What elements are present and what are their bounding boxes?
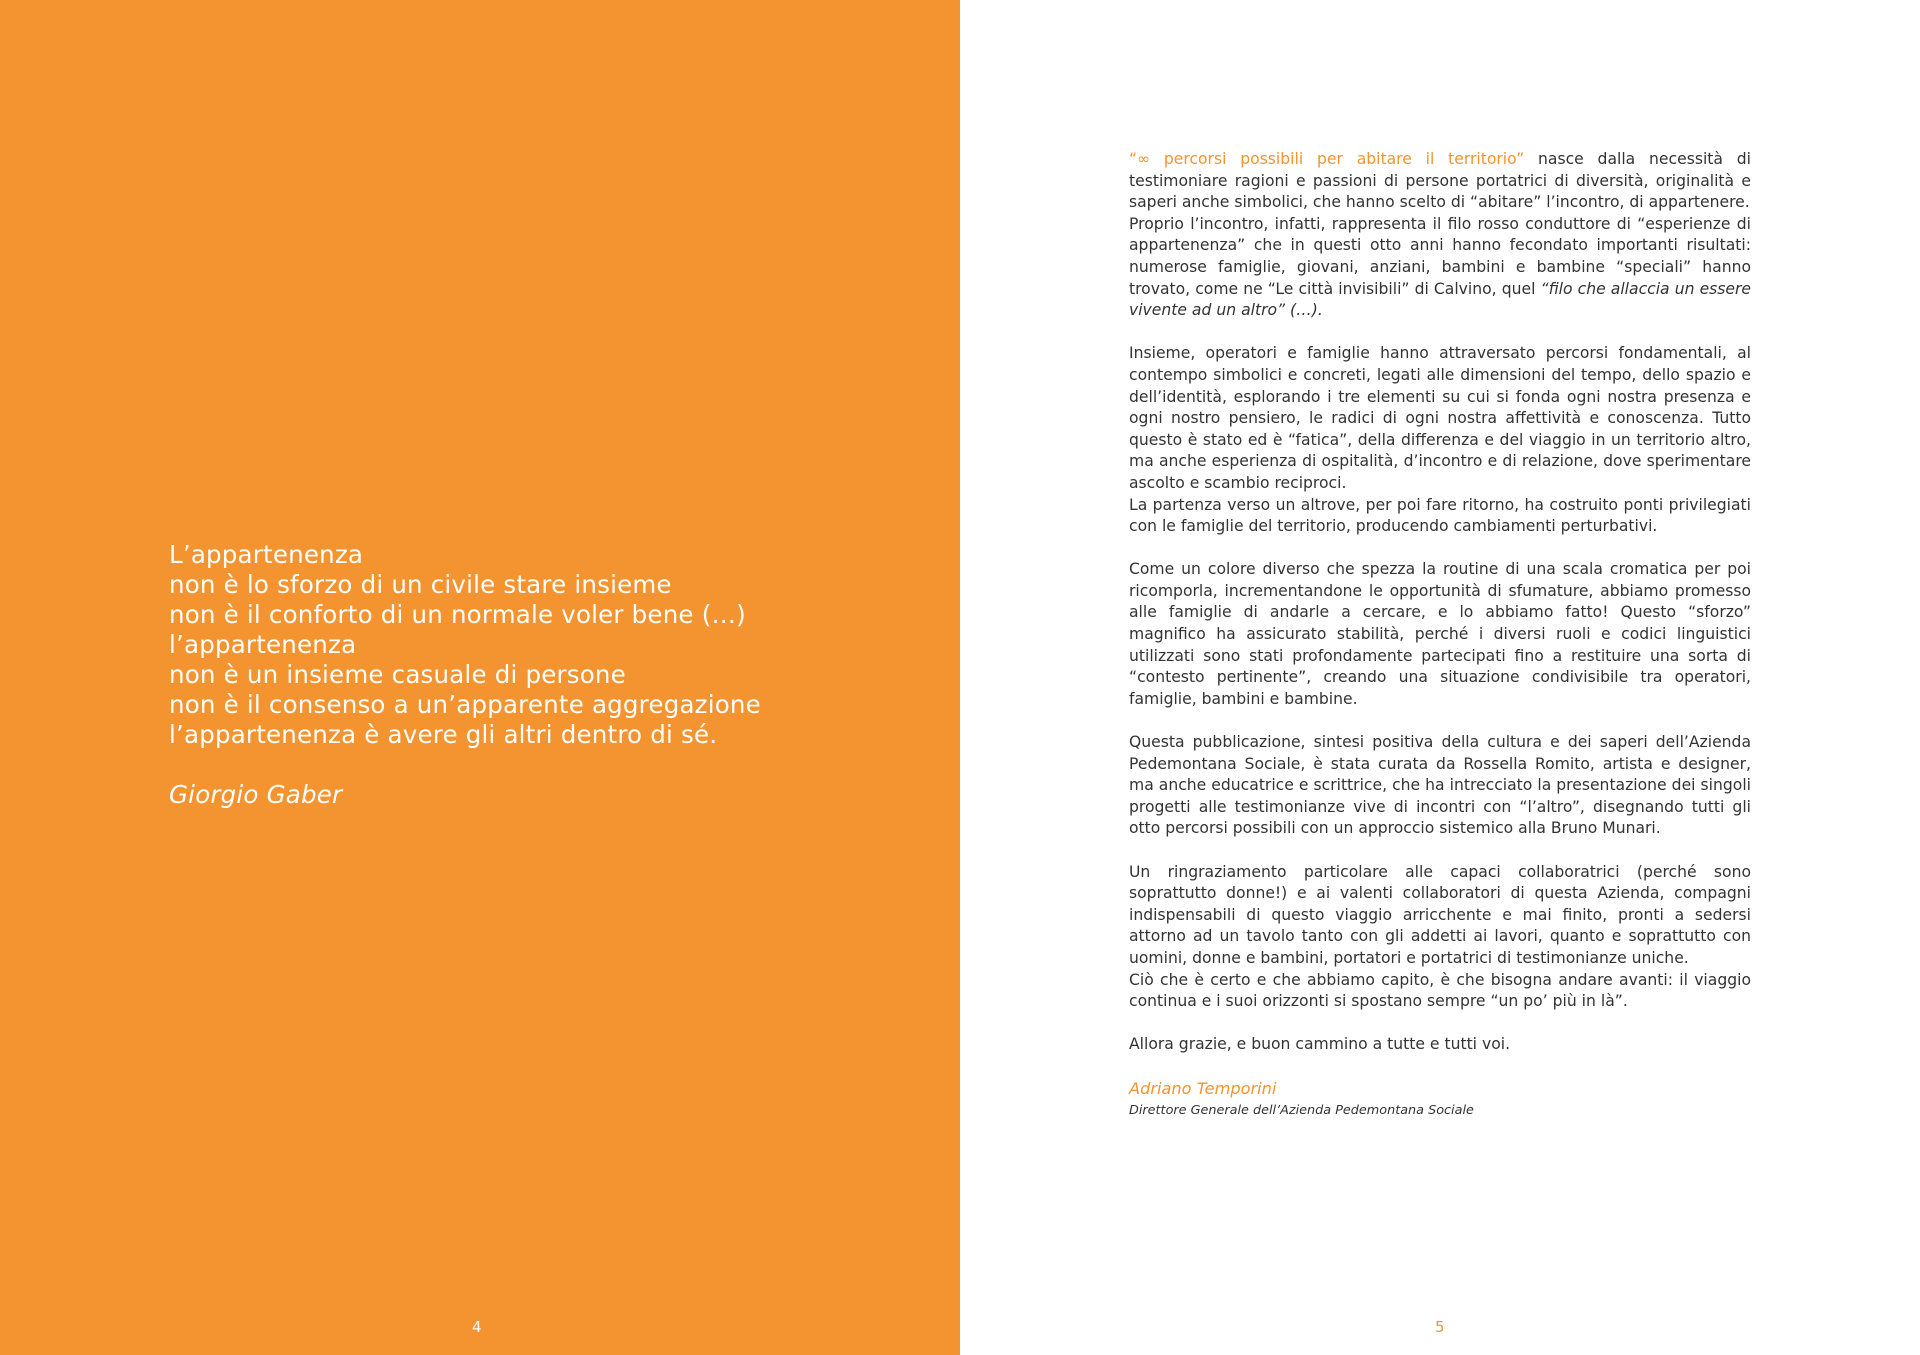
signature-role: Direttore Generale dell’Azienda Pedemontana Sociale — [1129, 1102, 1474, 1118]
paragraph-avanti: Ciò che è certo e che abbiamo capito, è che bisogna andare avanti: il viaggio continua e i suoi orizzonti si spostano sempre “un po’ più in là”. — [1129, 970, 1751, 1011]
paragraph-pubblicazione: Questa pubblicazione, sintesi positiva della cultura e dei saperi dell’Azienda Pedemontana Sociale, è stata curata da Rossella Romito, artista e designer, ma anche educatrice e scrittrice, che ha intrecciato la presentazione dei singoli progetti alle testimonianze vive di incontri con “l’altro”, disegnando tutti gli otto percorsi possibili con un approccio sistemico alla Bruno Munari. — [1129, 733, 1751, 838]
paragraph-percorsi: Insieme, operatori e famiglie hanno attraversato percorsi fondamentali, al contempo simbolici e concreti, legati alle dimensioni del tempo, dello spazio e dell’identità, esplorando i tre elementi su cui si fonda ogni nostra presenza e ogni nostro pensiero, le radici di ogni nostra affettività e conoscenza. Tutto questo è stato ed è “fatica”, della differenza e del viaggio in un territorio altro, ma anche esperienza di ospitalità, d’incontro e di relazione, dove sperimentare ascolto e scambio reciproci. — [1129, 344, 1751, 492]
quote-line: l’appartenenza è avere gli altri dentro di sé. — [169, 720, 718, 749]
paragraph-grazie: Allora grazie, e buon cammino a tutte e tutti voi. — [1129, 1035, 1511, 1054]
intro-text: nasce dalla necessità di testimoniare ragioni e passioni di persone portatrici di diversità, originalità e saperi anche simbolici, che hanno scelto di “abitare” l’incontro, di appartenere. — [1129, 150, 1751, 212]
page-number-left: 4 — [472, 1318, 482, 1336]
intro-paragraph — [1129, 149, 1751, 214]
page-number-right: 5 — [1435, 1318, 1445, 1336]
signature-name: Adriano Temporini — [1129, 1078, 1277, 1098]
quote-line: non è il conforto di un normale voler bene (…) — [169, 600, 746, 629]
quote-line: non è lo sforzo di un civile stare insieme — [169, 570, 672, 599]
quote-author: Giorgio Gaber — [169, 780, 343, 809]
publication-title: “∞ percorsi possibili per abitare il territorio” — [1129, 150, 1525, 168]
calvino-citation: “filo che allaccia un essere vivente ad un altro” (…). — [1129, 279, 1752, 320]
quote-line: non è un insieme casuale di persone — [169, 660, 626, 689]
gaber-quote — [169, 540, 929, 810]
paragraph-partenza: La partenza verso un altrove, per poi fare ritorno, ha costruito ponti privilegiati con le famiglie del territorio, producendo cambiamenti perturbativi. — [1129, 495, 1751, 536]
quote-line: non è il consenso a un’apparente aggregazione — [169, 690, 761, 719]
signature — [1129, 1078, 1751, 1120]
paragraph-incontro — [1129, 214, 1751, 322]
paragraph-ringraziamento: Un ringraziamento particolare alle capaci collaboratrici (perché sono soprattutto donne!) e ai valenti collaboratori di questa Azienda, compagni indispensabili di questo viaggio arricchente e mai finito, pronti a sedersi attorno ad un tavolo tanto con gli addetti ai lavori, quanto e soprattutto con uomini, donne e bambini, portatori e portatrici di testimonianze uniche. — [1129, 862, 1751, 967]
paragraph-text: Proprio l’incontro, infatti, rappresenta il filo rosso conduttore di “esperienze di appartenenza” che in questi otto anni hanno fecondato importanti risultati: numerose famiglie, giovani, anziani, bambini e bambine “speciali” hanno trovato, come ne “Le città invisibili” di Calvino, quel — [1129, 214, 1751, 298]
paragraph-colore: Come un colore diverso che spezza la routine di una scala cromatica per poi ricomporla, incrementandone le opportunità di sfumature, abbiamo promesso alle famiglie di andarle a cercare, e lo abbiamo fatto! Questo “sforzo” magnifico ha assicurato stabilità, perché i diversi ruoli e codici linguistici utilizzati sono stati profondamente partecipati fino a restituire una sorta di “contesto pertinente”, creando una situazione condivisibile tra operatori, famiglie, bambini e bambine. — [1129, 560, 1751, 708]
quote-line: l’appartenenza — [169, 630, 357, 659]
quote-line: L’appartenenza — [169, 540, 364, 569]
introduction-text — [1129, 149, 1751, 1120]
